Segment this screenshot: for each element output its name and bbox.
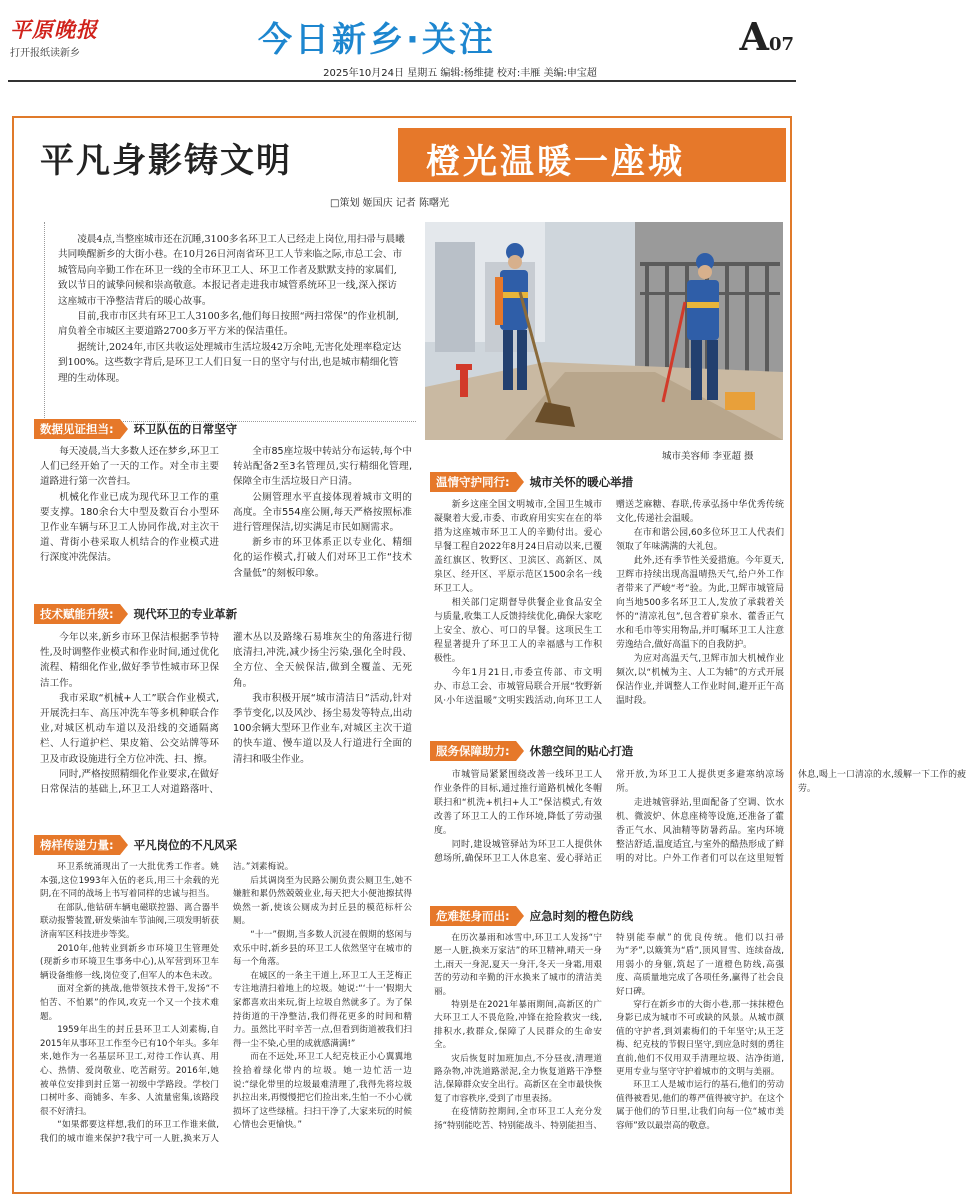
- headline-right: 橙光温暖一座城: [398, 128, 786, 182]
- body-paragraph: 特别是在2021年暴雨期间,高新区的广大环卫工人不畏危险,冲锋在抢险救灾一线,排积水,救群众,保障了人民群众的生命安全。: [434, 1000, 602, 1051]
- body-paragraph: 环卫工人是城市运行的基石,他们的劳动值得被看见,他们的尊严值得被守护。在这个属于他们的节日里,让我们向每一位“城市美容师”致以最崇高的敬意。: [616, 1080, 784, 1131]
- body-paragraph: 后其调岗至为民路公厕负责公厕卫生,她不嫌脏和累仍然兢兢业业,每天把大小便池擦拭得焕然一新,使该公厕成为封丘县的模范标杆公厕。: [233, 875, 412, 927]
- subheading-tag: 数据见证担当:: [34, 419, 120, 439]
- section-body-role-models: [40, 861, 412, 1189]
- newspaper-slogan: 打开报纸读新乡: [10, 48, 80, 59]
- body-paragraph: 在历次暴雨和冰雪中,环卫工人发扬“宁愿一人脏,换来万家洁”的环卫精神,晴天一身土,雨天一身泥,夏天一身汗,冬天一身霜,用艰苦的劳动和辛勤的汗水换来了城市的清洁美丽。: [434, 933, 602, 997]
- newspaper-logo: 平原晚报: [10, 17, 98, 42]
- page-letter: A: [739, 14, 769, 59]
- body-paragraph: 在城区的一条主干道上,环卫工人王芝梅正专注地清扫着地上的垃圾。她说:“‘十一’假期大家都喜欢出来玩,街上垃圾自然就多了。为了保持街道的干净整洁,我们得花更多的时间和精力。虽然比平时辛苦一点,但看到街道被我们扫得一尘不染,心里的成就感满满!”: [233, 970, 412, 1049]
- subheading-service: [430, 741, 633, 761]
- section-body-service: [434, 768, 966, 890]
- sanitation-workers-photo: [425, 222, 783, 440]
- body-paragraph: 环卫系统涌现出了一大批优秀工作者。姚本强,这位1993年入伍的老兵,用三十余载的光阴,在不同的战场上书写着同样的忠诚与担当。: [40, 862, 219, 900]
- body-paragraph: 市城管局紧紧围绕改善一线环卫工人作业条件的目标,通过推行道路机械化冬帽联扫和“机洗+机扫+人工”保洁模式,有效改善了环卫工人的工作环境,降低了劳动强度。: [434, 770, 602, 836]
- masthead-rule: [8, 80, 796, 82]
- body-paragraph: 1959年出生的封丘县环卫工人刘素梅,自2015年从事环卫工作至今已有10个年头。多年来,她作为一名基层环卫工,对待工作认真、用心、热情、爱岗敬业、吃苦耐劳。2016年,她被单位安排到封丘第一初级中学路段。学校门口树叶多、商铺多、车多、人流量密集,该路段很不好清扫。: [40, 1025, 219, 1117]
- body-paragraph: 走进城管驿站,里面配备了空调、饮水机、微波炉、休息座椅等设施,还准备了藿香正气水、风油精等防暑药品。室内环境整洁舒适,温度适宜,与室外的酷热形成了鲜明的对比。户外工作者们可以在这里短暂休息,喝上一口清凉的水,缓解一下工作的疲劳。: [616, 770, 966, 864]
- photo-caption: 城市美容师 李亚超 摄: [662, 451, 754, 462]
- subheading-title: 现代环卫的专业革新: [133, 607, 238, 621]
- photo-illustration: [425, 222, 783, 440]
- subheading-title: 平凡岗位的不凡风采: [133, 838, 238, 852]
- subheading-tag: 服务保障助力:: [430, 741, 516, 761]
- body-paragraph: 2010年,他转业到新乡市环境卫生管理处(现新乡市环境卫生事务中心),从军营到环卫车辆设备维修一线,岗位变了,但军人的本色未改。: [40, 943, 219, 981]
- subheading-data: [34, 419, 237, 439]
- page-digits: 07: [768, 34, 794, 55]
- body-paragraph: 每天凌晨,当大多数人还在梦乡,环卫工人们已经开始了一天的工作。对全市主要道路进行第一次普扫。: [40, 446, 219, 488]
- byline: □策划 姬国庆 记者 陈曙光: [330, 198, 449, 209]
- body-paragraph: 我市积极开展“城市清洁日”活动,针对季节变化,以及风沙、扬尘易发等特点,出动100余辆大型环卫作业车,对城区主次干道的快车道、慢车道以及人行道进行全面的清扫和吸尘作业。: [233, 692, 412, 765]
- body-paragraph: 今年以来,新乡市环卫保洁根据季节特性,及时调整作业模式和作业时间,通过优化流程、精细化作业,做好季节性城市环卫保洁工作。: [40, 632, 219, 689]
- body-paragraph: 相关部门定期督导供餐企业食品安全与质量,收集工人反馈持续优化,确保大家吃上安全、放心、可口的早餐。这项民生工程显著提升了环卫工人的幸福感与工作积极性。: [434, 598, 602, 664]
- headline-left: 平凡身影铸文明: [40, 141, 292, 181]
- body-paragraph: 此外,还有季节性关爱措施。今年夏天,卫辉市持续出现高温晴热天气,给户外工作者带来了严峻“考”验。为此,卫辉市城管局向当地500多名环卫工人,发放了承载着关怀的“清凉礼包”,包含着矿泉水、藿香正气水和毛巾等实用物品,并叮嘱环卫工人注意劳逸结合,做好高温下的自我防护。: [616, 556, 784, 650]
- body-paragraph: 在市和谐公园,60多位环卫工人代表们领取了年味满满的大礼包。: [616, 528, 784, 552]
- subheading-tag: 榜样传递力量:: [34, 835, 120, 855]
- body-paragraph: 灾后恢复时加班加点,不分昼夜,清理道路杂物,冲洗道路淤泥,全力恢复道路干净整洁,保障群众安全出行。高新区在全市最快恢复了市容秩序,受到了市里表扬。: [434, 1053, 602, 1104]
- subheading-tag: 危难挺身而出:: [430, 906, 516, 926]
- body-paragraph: 机械化作业已成为现代环卫工作的重要支撑。180余台大中型及数百台小型环卫作业车辆与环卫工人协同作战,对主次干道、背街小巷采取人机结合的作业模式进行深度冲洗保洁。: [40, 491, 219, 564]
- section-body-tech: [40, 630, 412, 815]
- body-paragraph: 同时,建设城管驿站为环卫工人提供休憩场所,确保环卫工人休息室、爱心驿站正常开放,为环卫工人提供更多避寒纳凉场所。: [434, 770, 784, 864]
- subheading-tag: 温情守护同行:: [430, 472, 516, 492]
- body-paragraph: “十一”假期,当多数人沉浸在假期的悠闲与欢乐中时,新乡县的环卫工人依然坚守在城市的每一个角落。: [233, 929, 412, 968]
- page-number: [739, 14, 794, 59]
- body-paragraph: 公厕管理水平直接体现着城市文明的高度。全市554座公厕,每天严格按照标准进行管理保洁,切实满足市民如厕需求。: [233, 491, 412, 534]
- subheading-title: 环卫队伍的日常坚守: [133, 422, 238, 436]
- lead-paragraph: 目前,我市市区共有环卫工人3100多名,他们每日按照“两扫常保”的作业机制,肩负着全市城区主要道路2700多万平方米的保洁重任。: [58, 311, 399, 338]
- dateline: 2025年10月24日 星期五 编辑:杨维捷 校对:丰雁 美编:申宝超: [323, 68, 597, 79]
- body-paragraph: 在疫情防控期间,全市环卫工人充分发扬“特别能吃苦、特别能战斗、特别能担当、特别能奉献”的优良传统。他们以扫帚为“矛”,以簸箕为“盾”,顶风冒雪、连续奋战,用弱小的身躯,筑起了一道橙色防线,高强度、高质量地完成了各项任务,赢得了社会良好口碑。: [434, 933, 784, 1131]
- section-body-data: [40, 444, 412, 594]
- lead-paragraph: 凌晨4点,当整座城市还在沉睡,3100多名环卫工人已经走上岗位,用扫帚与晨曦共同唤醒新乡的大街小巷。在10月26日河南省环卫工人节来临之际,市总工会、市城管局向辛勤工作在环卫一线的全市环卫工人、环卫工作者及默默支持的家属们,致以节日的诚挚问候和崇高敬意。本报记者走进我市城管系统环卫一线,深入探访这座城市干净整洁背后的暖心故事。: [58, 234, 405, 307]
- subheading-title: 城市关怀的暖心举措: [529, 475, 634, 489]
- body-paragraph: 我市采取“机械+人工”联合作业模式,开展洗扫车、高压冲洗车等多机种联合作业,对城区机动车道以及沿线的交通隔离栏、人行道护栏、果皮箱、公交站牌等环卫及市政设施进行全方位冲洗、扫、擦。: [40, 692, 219, 765]
- subheading-title: 应急时刻的橙色防线: [529, 909, 634, 923]
- body-paragraph: 新乡这座全国文明城市,全国卫生城市凝聚着大爱,市委、市政府用实实在在的举措为这座城市环卫工人的辛勤付出。爱心早餐工程自2022年8月24日启动以来,已覆盖红旗区、牧野区、卫滨区、高新区、凤泉区、经开区、平原示范区1500余名一线环卫工人。: [434, 500, 602, 594]
- section-body-emergency: [434, 932, 784, 1188]
- lead-text: [58, 232, 406, 410]
- subheading-care: [430, 472, 633, 492]
- body-paragraph: “如果都要这样想,我们的环卫工作谁来做,我们的城市谁来保护?我宁可一人脏,换来万人洁。”刘素梅说。: [40, 862, 294, 1144]
- subheading-emergency: [430, 906, 633, 926]
- body-paragraph: 为应对高温天气,卫辉市加大机械作业频次,以“机械为主、人工为辅”的方式开展保洁作业,并调整人工作业时间,避开正午高温时段。: [616, 654, 784, 706]
- section-body-care: [434, 498, 784, 726]
- subheading-title: 休憩空间的贴心打造: [529, 744, 634, 758]
- lead-paragraph: 据统计,2024年,市区共收运处理城市生活垃圾42万余吨,无害化处理率稳定达到100%。这些数字背后,是环卫工人们日复一日的坚守与付出,也是城市精细化管理的生动体现。: [58, 341, 402, 384]
- body-paragraph: 全市85座垃圾中转站分布运转,每个中转站配备2至3名管理员,实行精细化管理,保障全市生活垃圾日产日清。: [233, 446, 412, 488]
- subheading-tag: 技术赋能升级:: [34, 604, 120, 624]
- body-paragraph: 今年1月21日,市委宣传部、市文明办、市总工会、市城管局联合开展“牧野新风·小年送温暖”文明实践活动,向环卫工人赠送芝麻糖、春联,传承弘扬中华优秀传统文化,传递社会温暖。: [434, 500, 784, 706]
- body-paragraph: 在部队,他钻研车辆电磁联控器、离合器半联动报警装置,研发柴油车节油阀,三项发明斩获济南军区科技进步等奖。: [40, 902, 219, 940]
- body-paragraph: 同时,严格按照精细化作业要求,在做好日常保洁的基础上,环卫工人对道路落叶、灌木丛以及路缘石易堆灰尘的角落进行彻底清扫,冲洗,减少扬尘污染,强化全时段、全方位、全天候保洁,做到全覆盖、无死角。: [40, 632, 412, 796]
- section-title: 今日新乡·关注: [258, 20, 496, 60]
- subheading-tech: [34, 604, 237, 624]
- body-paragraph: 穿行在新乡市的大街小巷,那一抹抹橙色身影已成为城市不可或缺的风景。从城市颜值的守护者,到刘素梅们的千年坚守;从王芝梅、纪克枝的节假日坚守,到应急时刻的勇往直前,他们不仅用双手清理垃圾、洁净街道,更用专业与坚守守护着城市的文明与美丽。: [616, 1000, 784, 1078]
- body-paragraph: 面对全新的挑战,他带领技术骨干,发扬“不怕苦、不怕累”的作风,攻克一个又一个技术难题。: [40, 984, 219, 1022]
- body-paragraph: 而在不远处,环卫工人纪克枝正小心翼翼地捡拾着绿化带内的垃圾。她一边忙活一边说:“绿化带里的垃圾最难清理了,我得先将垃圾扒拉出来,再慢慢把它们捡出来,生怕一不小心就损坏了这些绿植。扫扫干净了,大家来玩的时候心情也会更愉快。”: [233, 1052, 412, 1131]
- body-paragraph: 新乡市的环卫体系正以专业化、精细化的运作模式,打破人们对环卫工作“技术含量低”的刻板印象。: [233, 537, 412, 579]
- subheading-role-models: [34, 835, 237, 855]
